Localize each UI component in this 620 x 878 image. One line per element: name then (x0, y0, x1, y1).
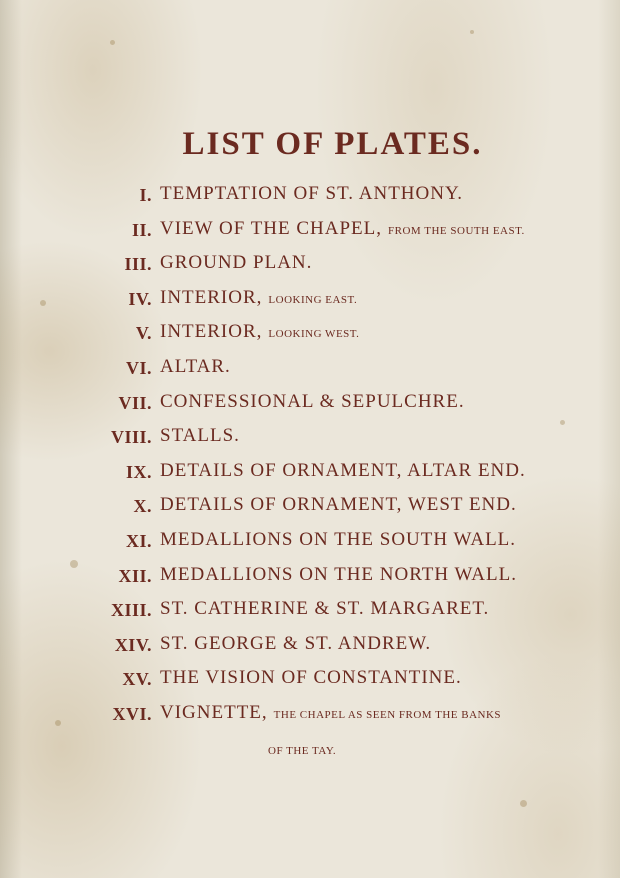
plate-title-text: ALTAR. (160, 356, 231, 377)
plate-number: VIII. (110, 427, 152, 448)
plate-title-text: STALLS. (160, 425, 240, 447)
plate-title (160, 598, 489, 620)
plate-title (160, 287, 357, 309)
plate-title (160, 391, 465, 413)
foxing-spot (470, 30, 474, 34)
plate-title-text: DETAILS OF ORNAMENT, ALTAR END. (160, 459, 526, 481)
plate-entry (0, 427, 620, 457)
plate-number: XIII. (110, 600, 152, 621)
plate-entry (0, 496, 620, 526)
plate-title-text: VIGNETTE, (160, 702, 268, 723)
plate-title-text: DETAILS OF ORNAMENT, WEST END. (160, 494, 517, 516)
plate-title (160, 425, 240, 447)
plate-title (160, 218, 525, 240)
plate-number: III. (124, 254, 152, 275)
plate-title-text: MEDALLIONS ON THE SOUTH WALL. (160, 529, 517, 550)
plate-number: XVI. (112, 704, 152, 724)
plate-entry (0, 323, 620, 353)
plate-number: I. (139, 185, 152, 205)
page-title: LIST OF PLATES. (182, 126, 483, 162)
plate-number: IV. (128, 288, 152, 309)
plate-title (160, 356, 231, 378)
plate-number: XV. (122, 669, 152, 690)
plate-entry (0, 563, 620, 596)
plate-entry (0, 358, 620, 388)
plate-note: LOOKING WEST. (268, 328, 360, 341)
plate-note: LOOKING EAST. (268, 293, 358, 306)
plate-title-text: INTERIOR, (160, 286, 263, 308)
plate-number: VI. (125, 358, 152, 378)
plate-entry (0, 217, 620, 250)
plate-title-text: THE VISION OF CONSTANTINE. (160, 667, 462, 689)
plate-entry (0, 254, 620, 284)
plate-entry (0, 459, 620, 492)
plate-entry (0, 669, 620, 699)
plate-number: VII. (118, 392, 152, 413)
plate-title (160, 460, 526, 482)
plate-xvi-continuation: OF THE TAY. (268, 745, 337, 757)
plate-number: II. (131, 219, 152, 240)
plate-number: V. (135, 323, 152, 344)
plate-entry (0, 600, 620, 630)
plate-entry (0, 704, 620, 734)
plate-title (160, 633, 431, 655)
plate-title-text: TEMPTATION OF ST. ANTHONY. (160, 183, 463, 204)
plate-number: IX. (125, 461, 152, 482)
plate-note: THE CHAPEL AS SEEN FROM THE BANKS (273, 709, 502, 721)
plate-title-text: ST. CATHERINE & ST. MARGARET. (160, 598, 490, 620)
plate-title-text: MEDALLIONS ON THE NORTH WALL. (160, 563, 517, 585)
plate-number: X. (133, 496, 152, 517)
plate-entry (0, 632, 620, 665)
foxing-spot (110, 40, 115, 45)
plate-title-text: VIEW OF THE CHAPEL, (160, 217, 383, 239)
plate-title (160, 183, 463, 205)
plate-number: XI. (125, 531, 152, 551)
plate-number: XIV. (114, 634, 152, 655)
plate-title (160, 667, 462, 689)
foxing-spot (520, 800, 527, 807)
plate-title-text: INTERIOR, (160, 321, 263, 343)
plate-entry (0, 185, 620, 215)
plate-title (160, 702, 501, 724)
plate-entry (0, 286, 620, 319)
plate-title (160, 321, 359, 343)
plate-number: XII. (118, 565, 152, 586)
plate-title-text: CONFESSIONAL & SEPULCHRE. (160, 390, 465, 412)
plate-title (160, 252, 312, 274)
plate-entry (0, 531, 620, 561)
plate-title (160, 529, 516, 551)
plate-title-text: ST. GEORGE & ST. ANDREW. (160, 632, 432, 654)
plate-note: FROM THE SOUTH EAST. (388, 224, 525, 237)
plate-title-text: GROUND PLAN. (160, 252, 313, 274)
plate-entry (0, 390, 620, 423)
plate-title (160, 494, 517, 516)
plate-title (160, 564, 517, 586)
